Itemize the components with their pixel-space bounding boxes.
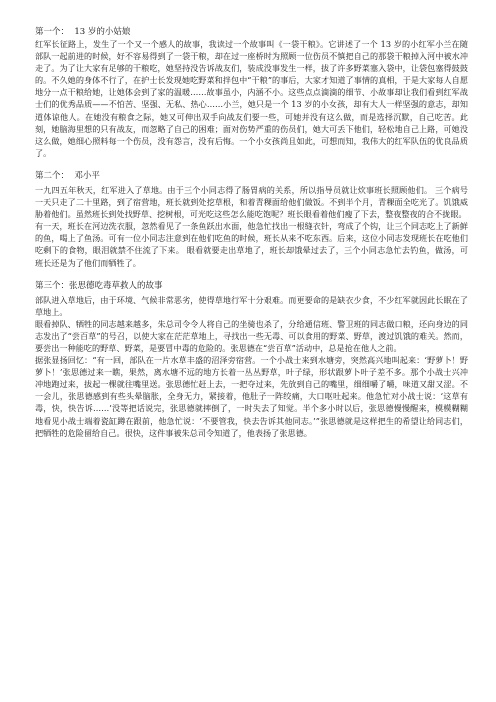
paragraph: 一九四五年秋天，红军进入了草地。由于三个小同志得了肠胃病的关系，所以指导员就让炊事班长照顾他们。 三个病号一天只走了二十里路，到了宿营地，班长就到处挖草根，和着青稞面给他们做饭。不到半个月，青稞面全吃光了。饥饿威胁着他们。虽然班长到处找野草、挖树根，可光吃这些怎么能吃饱呢？班长眼看着他们瘦了下去，整夜整夜的合不拢眼。: [35, 184, 468, 220]
paragraph: 红军长征路上，发生了一个又一个感人的故事，我读过一个故事叫《一袋干粮》。它讲述了一个 13 岁的小红军小兰在随部队一起前进的时候，好不容易得到了一袋干粮，却在过一座桥时为照顾一位伤员不慎把自己的那袋干粮掉入河中被水冲走了。为了让大家有足够的干粮吃，她坚持没告诉战友们，装成没事发生一样，拔了许多野菜塞入袋中，让袋包塞得鼓鼓的。不久她的身体不行了，在护士长发现她吃野菜和拌包中“干粮”的事后，大家才知道了事情的真相，于是大家每人自愿地分一点干粮给她，让她体会到了家的温暖……故事虽小，内涵不小。这些点点滴滴的细节、小故事却让我们看到红军战士们的优秀品质——不怕苦、坚强、无私、热心……小兰，她只是一个 13 岁的小女孩，却有大人一样坚强的意志，却知道体谅他人。在她没有粮食之际，她又可伸出双手向战友们要一些，可她并没有这么做，而是选择沉默，自己吃苦。此刻，她脑海里想的只有战友，而忽略了自己的困难；面对伤势严重的伤员们，她大可丢下他们，轻松地自己上路，可她没这么做，她细心照料每一个伤员，没有怨言，没有后悔。一个小女孩尚且如此，可想而知，我伟大的红军队伍的优良品质了。: [35, 39, 468, 158]
section-two: [35, 170, 468, 269]
paragraph: 眼看掉队、牺牲的同志越来越多，朱总司令令人将自己的坐骑也杀了，分给通信班、警卫班的同志做口粮，还向身边的同志发出了“尝百草”的号召，以使大家在茫茫草地上，寻找出一些无毒、可以食用的野菜、野草，渡过饥饿的难关。然而，要尝出一种能吃的野草、野菜，是要冒中毒的危险的。张思德在“尝百草”活动中，总是抢在他人之前。: [35, 318, 468, 353]
section-spacer: [35, 159, 468, 170]
paragraph: 据张显扬回忆：“有一回，部队在一片水草丰盛的沼泽旁宿营。一个小战士来到水塘旁，突然高兴地叫起来：‘野萝卜！野萝卜！’张思德过来一瞧，果然，离水塘不远的地方长着一丛丛野草，叶子绿，形状跟萝卜叶子差不多。那个小战士兴冲冲地跑过来，拔起一棵就往嘴里送。张思德忙赶上去，一把夺过来，先放到自己的嘴里，细细嚼了嚼，味道又甜又涩。不一会儿，张思德感到有些头晕脑胀，全身无力，紧接着，他肚子一阵绞痛，大口呕吐起来。他急忙对小战士说：‘这草有毒，快，快告诉……’没等把话说完，张思德就摔倒了，一时失去了知觉。半个多小时以后，张思德慢慢醒来，模模糊糊地看见小战士端着瓷缸蹲在跟前，他急忙说：‘不要管我，快去告诉其他同志。’”张思德就是这样把生的希望让给同志们，把牺牲的危险留给自己。很快，这件事被朱总司令知道了，他表扬了张思德。: [35, 355, 468, 438]
paragraph: 有一天，班长在河边洗衣服，忽然看见了一条鱼跃出水面，他急忙找出一根缝衣针，弯成了个钩，让三个同志吃上了新鲜的鱼，喝上了鱼汤。可有一位小同志注意到在他们吃鱼的时候，班长从来不吃东西。后来，这位小同志发现班长在吃他们吃剩下的食物，眼泪就禁不住流了下来。 眼看就要走出草地了，班长却饿晕过去了，三个小同志急忙去钓鱼，做汤，可班长还是为了他们而牺牲了。: [35, 221, 468, 268]
section-title: 第一个： 13 岁的小姑娘: [35, 27, 131, 37]
section-title: 第三个：张思德吃毒草救人的故事: [35, 280, 163, 291]
paragraph: 部队进入草地后，由于环境、气候非常恶劣，使得草地行军十分艰难。而更要命的是缺衣少食，不少红军就因此长眠在了草地上。: [35, 294, 468, 317]
section-one: [35, 26, 468, 159]
section-three: [35, 280, 468, 439]
section-title: 第二个： 邓小平: [35, 170, 100, 181]
section-spacer: [35, 269, 468, 280]
